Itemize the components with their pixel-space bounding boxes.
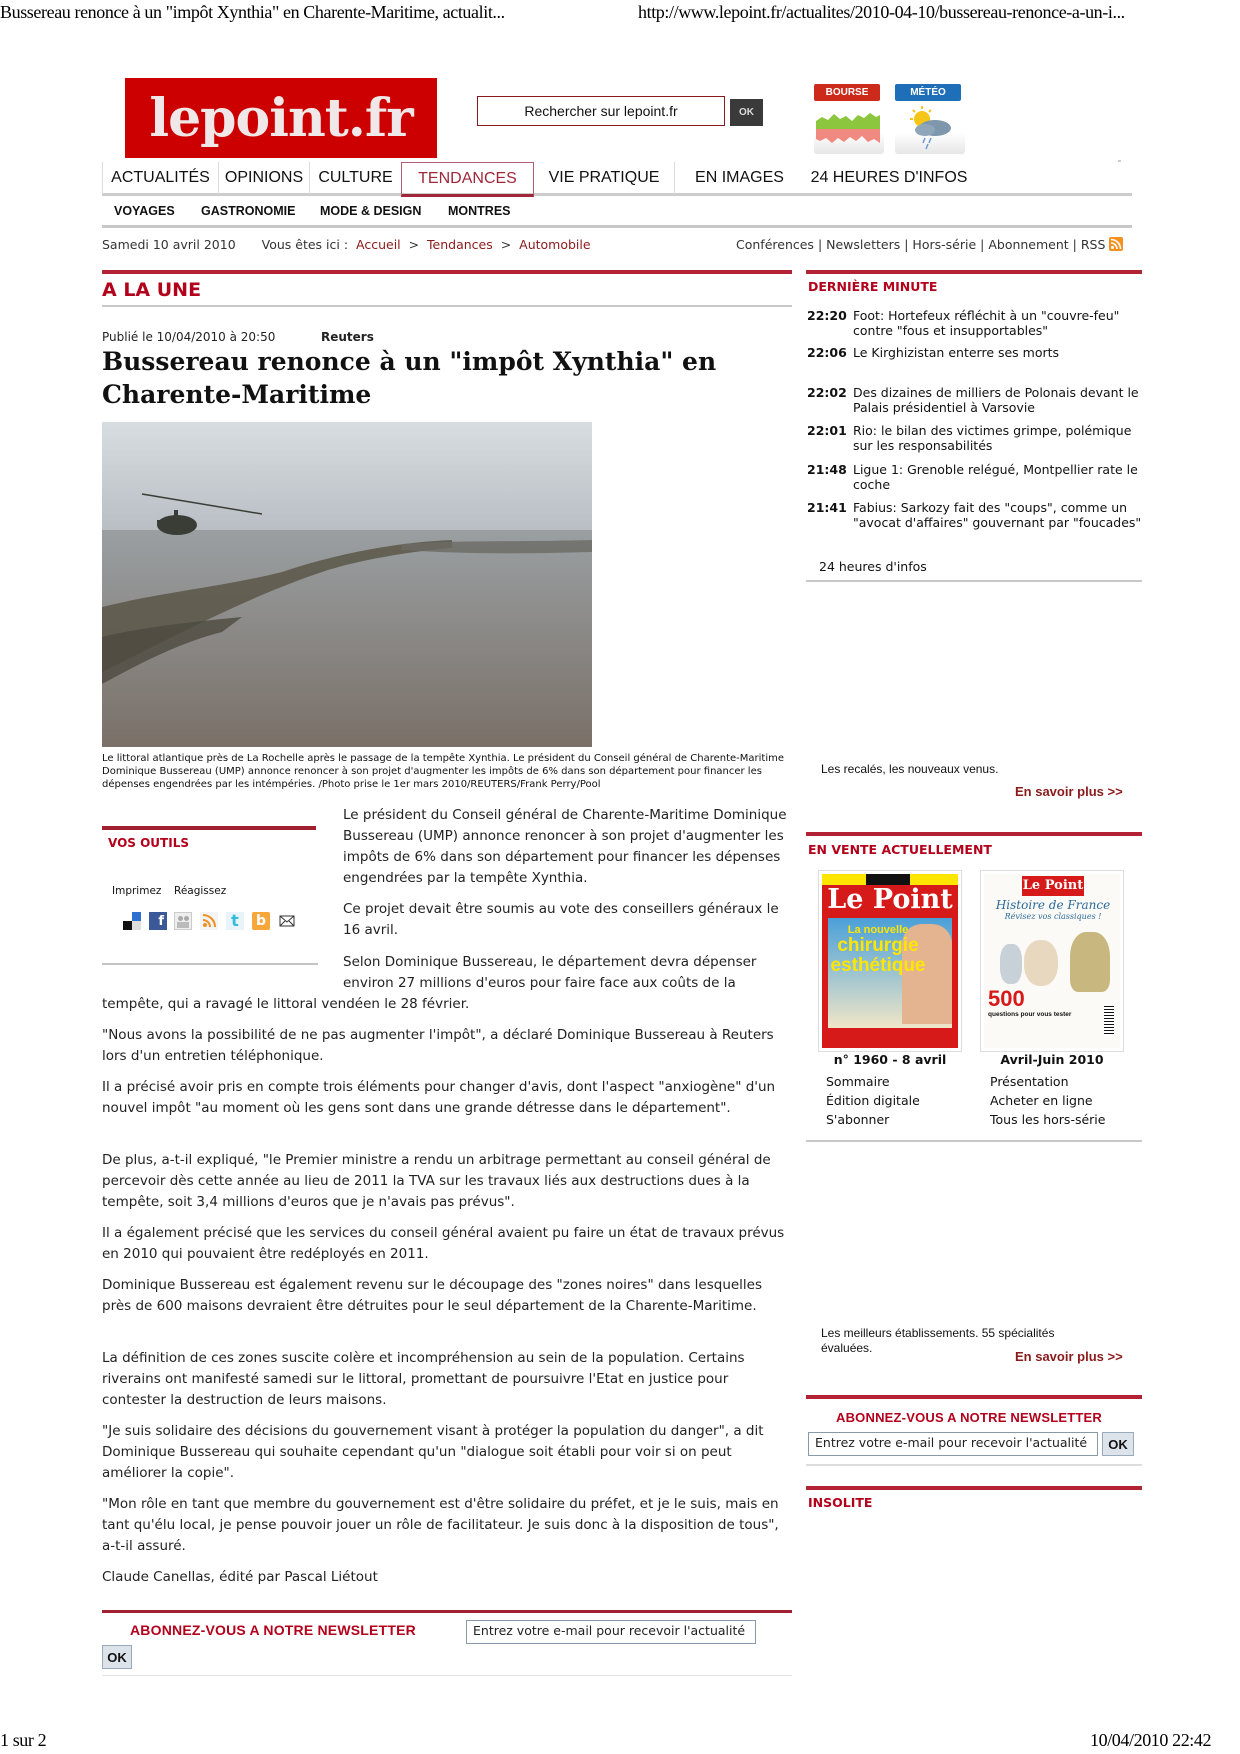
bourse-badge: BOURSE xyxy=(814,84,880,101)
promo-text: Les recalés, les nouveaux venus. xyxy=(821,762,999,776)
news-time: 21:48 xyxy=(807,462,847,477)
news-time: 22:01 xyxy=(807,423,847,438)
tools-bar xyxy=(102,826,316,830)
nav-actualites[interactable]: ACTUALITÉS xyxy=(102,162,218,194)
divider xyxy=(806,580,1142,582)
bourse-widget[interactable] xyxy=(814,84,884,154)
breadcrumb-tendances[interactable]: Tendances xyxy=(427,237,493,252)
article-paragraph: La définition de ces zones suscite colère et incompréhension au sein de la population. Certains riverains ont manifesté samedi sur le littoral, promettant de poursuivre l'Etat en justice pour contester la destruction de leurs maisons. xyxy=(102,1350,745,1408)
article-paragraph: "Mon rôle en tant que membre du gouvernement est d'être solidaire du préfet, et je le suis, mais en tant qu'élu local, je pense pouvoir jouer un rôle de facilitateur. Je suis donc à la disposition de tous", a-t-il assuré. xyxy=(102,1496,779,1554)
nav-vie-pratique[interactable]: VIE PRATIQUE xyxy=(548,169,660,186)
print-page-number: 1 sur 2 xyxy=(0,1730,47,1750)
divider xyxy=(806,1140,1142,1142)
subnav-montres[interactable]: MONTRES xyxy=(448,204,511,218)
article-author: Claude Canellas, édité par Pascal Liétout xyxy=(102,1569,378,1585)
breadcrumb xyxy=(102,237,591,252)
link-separator: | xyxy=(904,237,909,252)
news-time: 22:06 xyxy=(807,345,847,360)
section-bar xyxy=(806,1395,1142,1399)
news-headline[interactable]: Rio: le bilan des victimes grimpe, polémique sur les responsabilités xyxy=(853,423,1132,453)
article-paragraph: Selon Dominique Bussereau, le département devra dépenser environ 27 millions d'euros pour faire face aux coûts de la xyxy=(343,954,757,991)
article-paragraph: "Je suis solidaire des décisions du gouvernement visant à protéger la population du danger", a dit Dominique Bussereau qui souhaite cependant qu'un "dialogue soit établi pour voir si on peut améliorer la copie". xyxy=(102,1423,764,1481)
newsletter-submit-button[interactable]: OK xyxy=(102,1645,132,1669)
24h-infos-link[interactable]: 24 heures d'infos xyxy=(819,559,927,574)
tools-title: VOS OUTILS xyxy=(108,836,189,850)
news-headline[interactable]: Foot: Hortefeux réfléchit à un "couvre-feu" contre "fous et insupportables" xyxy=(853,308,1120,338)
twitter-icon[interactable]: t xyxy=(226,912,244,930)
email-icon[interactable] xyxy=(278,912,296,930)
blog-icon[interactable] xyxy=(200,912,218,930)
promo-more-link[interactable]: En savoir plus >> xyxy=(1015,1349,1123,1364)
link-sabonner[interactable]: S'abonner xyxy=(826,1112,890,1127)
cover-headline: 500 xyxy=(988,986,1025,1011)
divider xyxy=(102,963,318,965)
derniere-minute-title: DERNIÈRE MINUTE xyxy=(808,279,938,294)
link-separator: | xyxy=(1072,237,1077,252)
article-paragraph: De plus, a-t-il expliqué, "le Premier ministre a rendu un arbitrage permettant au conseil général de percevoir dès cette année au lieu de 2011 la TVA sur les travaux liés aux destructions dues à la tempête, soit 3,4 millions d'euros que je n'avais pas prévus". xyxy=(102,1152,771,1210)
nav-opinions[interactable]: OPINIONS xyxy=(218,162,309,194)
breadcrumb-automobile[interactable]: Automobile xyxy=(519,237,591,252)
newsletter-bar xyxy=(102,1610,792,1613)
subnav-voyages[interactable]: VOYAGES xyxy=(114,204,175,218)
article-paragraph: "Nous avons la possibilité de ne pas augmenter l'impôt", a déclaré Dominique Bussereau à Reuters lors d'un entretien téléphonique. xyxy=(102,1027,774,1064)
article-title: Bussereau renonce à un "impôt Xynthia" en Charente-Maritime xyxy=(102,347,717,409)
article-photo xyxy=(102,422,592,747)
news-headline[interactable]: Le Kirghizistan enterre ses morts xyxy=(853,345,1060,360)
main-nav xyxy=(102,162,1132,196)
cover-brand: Le Point xyxy=(827,884,953,915)
section-bar xyxy=(806,270,1142,274)
print-page-url: http://www.lepoint.fr/actualites/2010-04-10/bussereau-renonce-a-un-i... xyxy=(638,2,1125,22)
divider xyxy=(102,1675,792,1676)
newsletter-title: ABONNEZ-VOUS A NOTRE NEWSLETTER xyxy=(130,1622,416,1638)
myspace-icon[interactable] xyxy=(174,912,192,930)
link-acheter-en-ligne[interactable]: Acheter en ligne xyxy=(990,1093,1093,1108)
link-rss[interactable]: RSS xyxy=(1080,237,1106,252)
publish-date: Publié le 10/04/2010 à 20:50 xyxy=(102,330,276,344)
link-edition-digitale[interactable]: Édition digitale xyxy=(826,1093,920,1108)
promo-text: Les meilleurs établissements. 55 spécialités évaluées. xyxy=(821,1326,1055,1355)
article-source: Reuters xyxy=(321,330,374,344)
cover-headline: esthétique xyxy=(830,955,926,976)
article-paragraph: Ce projet devait être soumis au vote des conseillers généraux le 16 avril. xyxy=(343,901,779,938)
link-presentation[interactable]: Présentation xyxy=(990,1074,1069,1089)
breadcrumb-separator: > xyxy=(408,237,420,252)
site-logo[interactable] xyxy=(125,78,437,158)
news-headline[interactable]: Des dizaines de milliers de Polonais devant le Palais présidentiel à Varsovie xyxy=(853,385,1139,415)
divider xyxy=(806,1464,1142,1466)
newsletter-submit-button[interactable]: OK xyxy=(1102,1432,1134,1456)
search-input[interactable] xyxy=(477,96,725,126)
section-title: A LA UNE xyxy=(102,279,202,301)
meteo-badge: MÉTÉO xyxy=(895,84,961,101)
article-paragraph: Dominique Bussereau est également revenu sur le découpage des "zones noires" dans lesquelles près de 600 maisons devraient être détruites pour le seul département de la Charente-Maritime. xyxy=(102,1277,763,1314)
rss-icon[interactable] xyxy=(1109,237,1123,251)
cover-brand: Le Point xyxy=(1022,876,1084,896)
logo-text: lepoint.fr xyxy=(149,87,413,149)
news-headline[interactable]: Ligue 1: Grenoble relégué, Montpellier rate le coche xyxy=(853,462,1138,492)
magazine-issue-1: n° 1960 - 8 avril xyxy=(833,1052,947,1067)
breadcrumb-prefix: Vous êtes ici : xyxy=(261,237,349,252)
newsletter-email-input[interactable]: Entrez votre e-mail pour recevoir l'actualité xyxy=(466,1620,756,1644)
magazine-cover-2[interactable] xyxy=(980,870,1124,1052)
breadcrumb-accueil[interactable]: Accueil xyxy=(356,237,401,252)
current-date: Samedi 10 avril 2010 xyxy=(102,237,236,252)
newsletter-email-input[interactable]: Entrez votre e-mail pour recevoir l'actualité xyxy=(808,1432,1098,1456)
section-bar xyxy=(102,270,792,274)
comment-link[interactable]: Réagissez xyxy=(174,885,227,897)
cover-headline: chirurgie xyxy=(837,935,919,956)
article-paragraph: Il a précisé avoir pris en compte trois éléments pour changer d'avis, dont l'aspect "anxiogène" d'un nouvel impôt "au moment où les gens sont dans une grande détresse dans le département". xyxy=(102,1079,776,1116)
link-sommaire[interactable]: Sommaire xyxy=(826,1074,890,1089)
stock-chart-icon xyxy=(816,111,880,147)
promo-more-link[interactable]: En savoir plus >> xyxy=(1015,784,1123,799)
top-links xyxy=(736,237,1123,252)
news-time: 22:02 xyxy=(807,385,847,400)
weather-icon xyxy=(905,106,955,150)
delicious-icon[interactable] xyxy=(123,912,141,930)
facebook-icon[interactable]: f xyxy=(149,912,167,930)
flooded-coast-photo xyxy=(102,422,592,747)
link-separator: | xyxy=(817,237,823,252)
print-link[interactable]: Imprimez xyxy=(112,885,162,897)
link-separator: | xyxy=(980,237,985,252)
breadcrumb-separator: > xyxy=(500,237,512,252)
nav-en-images[interactable]: EN IMAGES xyxy=(674,162,804,194)
magazine-issue-2: Avril-Juin 2010 xyxy=(1000,1052,1104,1067)
blogger-icon[interactable]: b xyxy=(252,912,270,930)
subnav-mode-design[interactable]: MODE & DESIGN xyxy=(320,204,422,218)
news-time: 22:20 xyxy=(807,308,847,323)
subnav-gastronomie[interactable]: GASTRONOMIE xyxy=(201,204,296,218)
section-bar xyxy=(806,832,1142,836)
newsletter-title: ABONNEZ-VOUS A NOTRE NEWSLETTER xyxy=(836,1410,1102,1425)
divider xyxy=(102,225,1132,228)
link-tous-hors-serie[interactable]: Tous les hors-série xyxy=(990,1112,1106,1127)
section-bar xyxy=(806,1486,1142,1490)
photo-caption: Le littoral atlantique près de La Rochelle après le passage de la tempête Xynthia. Le président du Conseil général de Charente-Maritime Dominique Bussereau (UMP) annonce renoncer à son projet d'augmenter les impôts de 6% dans son département pour financer les dépenses engendrées par les intémpéries. /Photo prise le 1er mars 2010/REUTERS/Frank Perry/Pool xyxy=(102,753,785,790)
article-paragraph: tempête, qui a ravagé le littoral vendéen le 28 février. xyxy=(102,996,470,1012)
nav-tendances[interactable]: TENDANCES xyxy=(401,162,534,197)
print-page-title: Bussereau renonce à un "impôt Xynthia" en Charente-Maritime, actualit... xyxy=(0,2,505,22)
cover-headline: questions pour vous tester xyxy=(988,1011,1072,1018)
insolite-title: INSOLITE xyxy=(808,1495,873,1510)
article-paragraph: Il a également précisé que les services du conseil général avaient pu faire un état de travaux prévus en 2010 qui pouvaient être redéployés en 2011. xyxy=(102,1225,785,1262)
search-placeholder: Rechercher sur lepoint.fr xyxy=(524,103,678,119)
meteo-widget[interactable] xyxy=(895,84,965,154)
print-datetime: 10/04/2010 22:42 xyxy=(1090,1730,1212,1750)
divider xyxy=(102,305,792,307)
search-button[interactable]: OK xyxy=(730,99,763,126)
news-headline[interactable]: Fabius: Sarkozy fait des "coups", comme un "avocat d'affaires" gouvernant par "foucades" xyxy=(853,500,1142,530)
magazine-cover-1[interactable] xyxy=(818,870,962,1052)
cover-headline: La nouvelle xyxy=(847,924,909,936)
cover-headline: Révisez vos classiques ! xyxy=(1004,912,1102,921)
nav-culture[interactable]: CULTURE xyxy=(309,162,401,194)
link-hors-serie[interactable]: Hors-série xyxy=(912,237,977,252)
link-abonnement[interactable]: Abonnement xyxy=(988,237,1069,252)
article-paragraph: Le président du Conseil général de Charente-Maritime Dominique Bussereau (UMP) annonce renoncer à son projet d'augmenter les impôts de 6% dans son département pour financer les dépenses engendrées par la tempête Xynthia. xyxy=(343,807,787,886)
nav-24-heures[interactable]: 24 HEURES D'INFOS xyxy=(810,169,968,186)
cover-headline: Histoire de France xyxy=(995,898,1111,912)
link-conferences[interactable]: Conférences xyxy=(736,237,814,252)
en-vente-title: EN VENTE ACTUELLEMENT xyxy=(808,842,992,857)
news-time: 21:41 xyxy=(807,500,847,515)
link-newsletters[interactable]: Newsletters xyxy=(826,237,901,252)
